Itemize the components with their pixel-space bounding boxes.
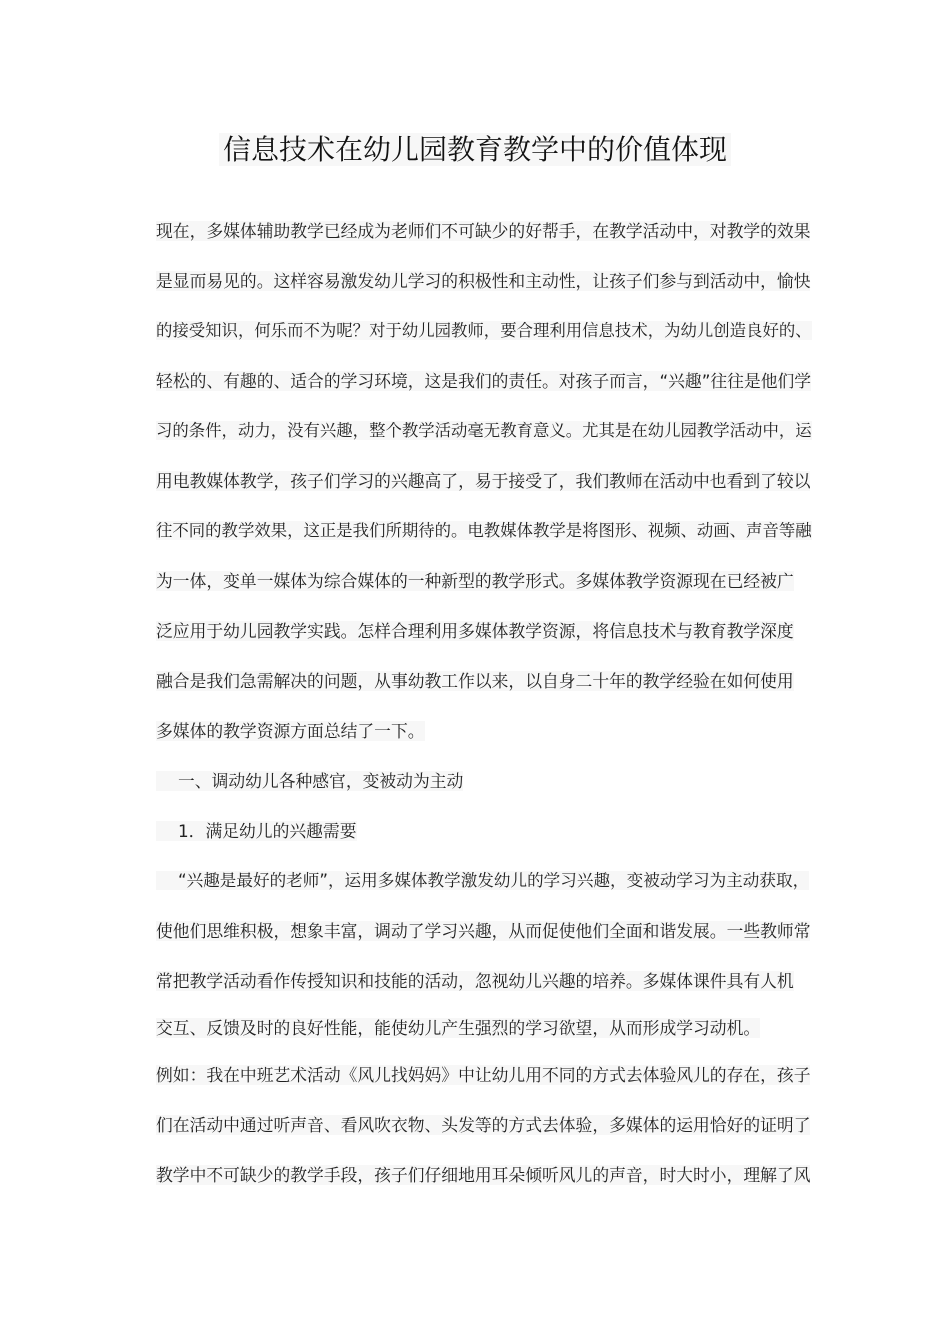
paragraph-line: 往不同的教学效果，这正是我们所期待的。电教媒体教学是将图形、视频、动画、声音等融	[156, 521, 812, 540]
paragraph-line: 用电教媒体教学，孩子们学习的兴趣高了，易于接受了，我们教师在活动中也看到了较以	[156, 471, 811, 491]
document-title-text: 信息技术在幼儿园教育教学中的价值体现	[219, 133, 731, 166]
paragraph-line: 现在，多媒体辅助教学已经成为老师们不可缺少的好帮手，在教学活动中，对教学的效果	[156, 221, 811, 241]
paragraph-line: 泛应用于幼儿园教学实践。怎样合理利用多媒体教学资源，将信息技术与教育教学深度	[156, 621, 794, 641]
paragraph-line: 多媒体的教学资源方面总结了一下。	[156, 721, 425, 741]
paragraph-line: 融合是我们急需解决的问题，从事幼教工作以来，以自身二十年的教学经验在如何使用	[156, 671, 794, 691]
document-title	[0, 128, 950, 172]
paragraph-line: 轻松的、有趣的、适合的学习环境，这是我们的责任。对孩子而言，“兴趣”往往是他们学	[156, 371, 812, 391]
document-body	[156, 206, 812, 1200]
paragraph-line: “兴趣是最好的老师”，运用多媒体教学激发幼儿的学习兴趣，变被动学习为主动获取，	[156, 856, 812, 906]
paragraph-line: 交互、反馈及时的良好性能，能使幼儿产生强烈的学习欲望，从而形成学习动机。	[156, 1018, 761, 1038]
paragraph-line: 的接受知识，何乐而不为呢？对于幼儿园教师，要合理利用信息技术，为幼儿创造良好的、	[156, 321, 812, 340]
paragraph-line: 常把教学活动看作传授知识和技能的活动，忽视幼儿兴趣的培养。多媒体课件具有人机	[156, 971, 794, 991]
section-heading: 一、调动幼儿各种感官，变被动为主动	[156, 756, 812, 806]
paragraph-line: 习的条件，动力，没有兴趣，整个教学活动毫无教育意义。尤其是在幼儿园教学活动中，运	[156, 421, 812, 440]
paragraph-line: 是显而易见的。这样容易激发幼儿学习的积极性和主动性，让孩子们参与到活动中，愉快	[156, 271, 811, 291]
paragraph-line: 使他们思维积极，想象丰富，调动了学习兴趣，从而促使他们全面和谐发展。一些教师常	[156, 921, 811, 941]
paragraph-line: 为一体，变单一媒体为综合媒体的一种新型的教学形式。多媒体教学资源现在已经被广	[156, 571, 794, 591]
paragraph-line: 们在活动中通过听声音、看风吹衣物、头发等的方式去体验，多媒体的运用恰好的证明了	[156, 1115, 811, 1135]
subsection-heading: 1．满足幼儿的兴趣需要	[156, 806, 812, 856]
paragraph-line: 例如：我在中班艺术活动《风儿找妈妈》中让幼儿用不同的方式去体验风儿的存在，孩子	[156, 1065, 811, 1085]
paragraph-line: 教学中不可缺少的教学手段，孩子们仔细地用耳朵倾听风儿的声音，时大时小，理解了风	[156, 1165, 811, 1185]
